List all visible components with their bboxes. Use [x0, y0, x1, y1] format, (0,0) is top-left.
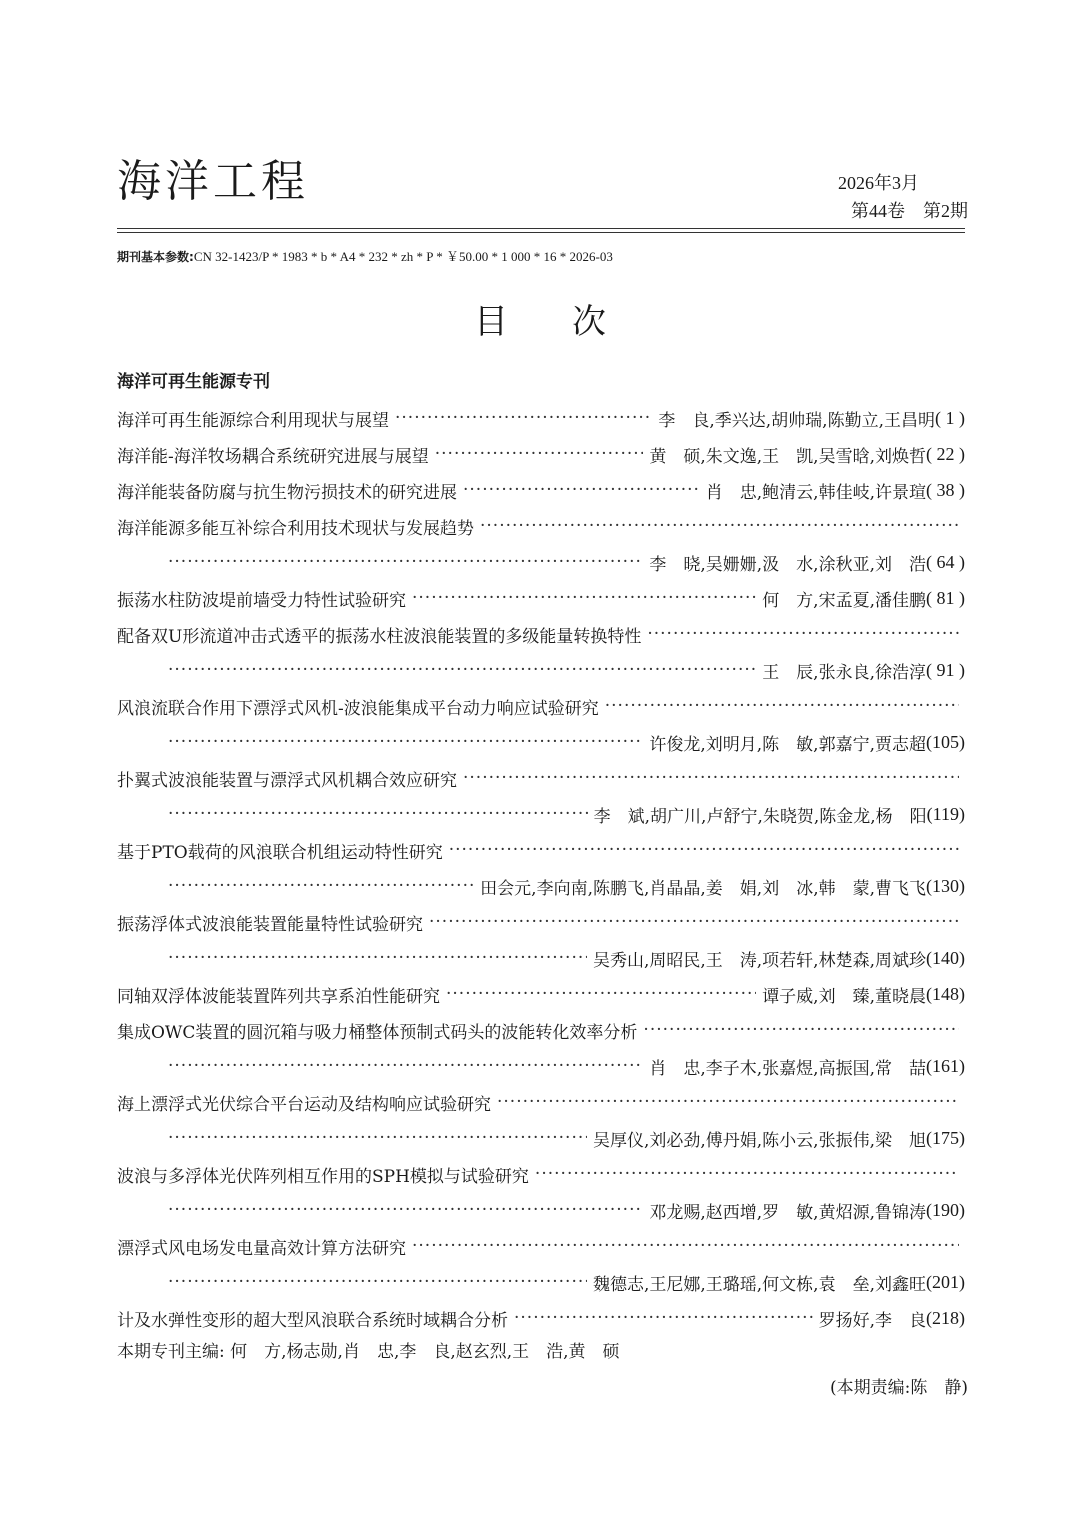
header-rule-bottom — [117, 232, 965, 233]
toc-entry-title-row[interactable] — [117, 616, 965, 652]
article-title: 振荡水柱防波堤前墙受力特性试验研究 — [117, 590, 406, 611]
issue-date: 2026年3月 — [838, 173, 919, 193]
toc-entry-author-row[interactable] — [117, 1048, 965, 1084]
article-title: 波浪与多浮体光伏阵列相互作用的SPH模拟与试验研究 — [117, 1166, 529, 1187]
leader-dots — [643, 1020, 959, 1040]
article-title: 振荡浮体式波浪能装置能量特性试验研究 — [117, 914, 423, 935]
article-title: 海洋能装备防腐与抗生物污损技术的研究进展 — [117, 482, 457, 503]
toc-entry-author-row[interactable] — [117, 1192, 965, 1228]
leader-dots — [168, 1128, 587, 1148]
article-page: ( 64 ) — [926, 551, 965, 572]
table-of-contents — [117, 400, 965, 1336]
parameters-label: 期刊基本参数: — [117, 250, 194, 264]
toc-entry-title-row[interactable] — [117, 1156, 965, 1192]
toc-entry[interactable] — [117, 436, 965, 472]
leader-dots — [168, 948, 587, 968]
toc-entry[interactable] — [117, 1300, 965, 1336]
toc-entry-title-row[interactable] — [117, 1084, 965, 1120]
article-title: 海洋可再生能源综合利用现状与展望 — [117, 410, 389, 431]
toc-entry[interactable] — [117, 472, 965, 508]
toc-entry-title-row[interactable] — [117, 688, 965, 724]
article-title: 扑翼式波浪能装置与漂浮式风机耦合效应研究 — [117, 770, 457, 791]
article-authors: 邓龙赐,赵西增,罗 敏,黄炤源,鲁锦涛 — [649, 1202, 926, 1223]
leader-dots — [463, 768, 959, 788]
leader-dots — [168, 1056, 643, 1076]
leader-dots — [463, 480, 700, 500]
leader-dots — [168, 876, 474, 896]
toc-entry-author-row[interactable] — [117, 724, 965, 760]
leader-dots — [395, 408, 652, 428]
leader-dots — [168, 552, 643, 572]
leader-dots — [168, 1200, 643, 1220]
article-title: 海上漂浮式光伏综合平台运动及结构响应试验研究 — [117, 1094, 491, 1115]
header-rule-top — [117, 228, 965, 229]
article-authors: 吴厚仪,刘必劲,傅丹娟,陈小云,张振伟,梁 旭 — [592, 1130, 926, 1151]
article-page: ( 1 ) — [935, 407, 965, 428]
leader-dots — [412, 1236, 959, 1256]
leader-dots — [168, 732, 643, 752]
leader-dots — [429, 912, 959, 932]
toc-entry[interactable] — [117, 400, 965, 436]
leader-dots — [435, 444, 644, 464]
article-authors: 魏德志,王尼娜,王璐瑶,何文栋,袁 垒,刘鑫旺 — [592, 1274, 926, 1295]
article-title: 风浪流联合作用下漂浮式风机-波浪能集成平台动力响应试验研究 — [117, 698, 599, 719]
article-page: (119) — [926, 803, 965, 824]
article-page: ( 81 ) — [926, 587, 965, 608]
article-page: (190) — [926, 1199, 965, 1220]
leader-dots — [497, 1092, 959, 1112]
leader-dots — [535, 1164, 959, 1184]
article-authors: 肖 忠,鲍清云,韩佳岐,许景瑄 — [705, 482, 926, 503]
leader-dots — [168, 804, 588, 824]
article-authors: 田会元,李向南,陈鹏飞,肖晶晶,姜 娟,刘 冰,韩 蒙,曹飞飞 — [480, 878, 926, 899]
leader-dots — [446, 984, 756, 1004]
article-authors: 肖 忠,李子木,张嘉煜,高振国,常 喆 — [649, 1058, 926, 1079]
toc-entry-author-row[interactable] — [117, 796, 965, 832]
toc-entry-title-row[interactable] — [117, 760, 965, 796]
article-authors: 谭子威,刘 臻,董晓晨 — [762, 986, 926, 1007]
article-page: (161) — [926, 1055, 965, 1076]
article-title: 海洋能-海洋牧场耦合系统研究进展与展望 — [117, 446, 429, 467]
article-page: ( 22 ) — [926, 443, 965, 464]
leader-dots — [480, 516, 959, 536]
leader-dots — [647, 624, 959, 644]
leader-dots — [605, 696, 959, 716]
toc-entry-title-row[interactable] — [117, 1228, 965, 1264]
article-authors: 李 晓,吴姗姗,汲 水,涂秋亚,刘 浩 — [649, 554, 926, 575]
journal-parameters — [117, 248, 977, 266]
article-page: ( 91 ) — [926, 659, 965, 680]
toc-entry-title-row[interactable] — [117, 1012, 965, 1048]
leader-dots — [449, 840, 959, 860]
article-authors: 罗扬好,李 良 — [818, 1310, 926, 1331]
article-authors: 吴秀山,周昭民,王 涛,项若轩,林楚森,周斌珍 — [592, 950, 926, 971]
toc-entry-author-row[interactable] — [117, 868, 965, 904]
special-issue-editors: 本期专刊主编: 何 方,杨志勋,肖 忠,李 良,赵玄烈,王 浩,黄 硕 — [117, 1342, 620, 1362]
leader-dots — [514, 1308, 813, 1328]
article-authors: 李 良,季兴达,胡帅瑞,陈勤立,王昌明 — [658, 410, 935, 431]
article-title: 集成OWC装置的圆沉箱与吸力桶整体预制式码头的波能转化效率分析 — [117, 1022, 638, 1043]
executive-editor: (本期责编:陈 静) — [830, 1378, 968, 1398]
toc-entry-author-row[interactable] — [117, 1120, 965, 1156]
article-title: 漂浮式风电场发电量高效计算方法研究 — [117, 1238, 406, 1259]
article-page: (140) — [926, 947, 965, 968]
article-title: 同轴双浮体波能装置阵列共享系泊性能研究 — [117, 986, 440, 1007]
article-page: (175) — [926, 1127, 965, 1148]
toc-entry[interactable] — [117, 580, 965, 616]
article-page: (105) — [926, 731, 965, 752]
article-authors: 王 辰,张永良,徐浩淳 — [762, 662, 926, 683]
article-title: 基于PTO载荷的风浪联合机组运动特性研究 — [117, 842, 443, 863]
toc-entry-title-row[interactable] — [117, 904, 965, 940]
toc-entry-author-row[interactable] — [117, 652, 965, 688]
toc-entry[interactable] — [117, 976, 965, 1012]
article-page: (130) — [926, 875, 965, 896]
article-page: ( 38 ) — [926, 479, 965, 500]
article-title: 计及水弹性变形的超大型风浪联合系统时域耦合分析 — [117, 1310, 508, 1331]
leader-dots — [168, 660, 756, 680]
leader-dots — [412, 588, 756, 608]
parameters-value: CN 32-1423/P * 1983 * b * A4 * 232 * zh * P * ￥50.00 * 1 000 * 16 * 2026-03 — [193, 249, 613, 264]
article-authors: 李 斌,胡广川,卢舒宁,朱晓贺,陈金龙,杨 阳 — [593, 806, 927, 827]
article-page: (201) — [926, 1271, 965, 1292]
article-authors: 何 方,宋孟夏,潘佳鹏 — [762, 590, 926, 611]
article-title: 海洋能源多能互补综合利用技术现状与发展趋势 — [117, 518, 474, 539]
toc-entry-author-row[interactable] — [117, 544, 965, 580]
toc-entry-title-row[interactable] — [117, 832, 965, 868]
leader-dots — [168, 1272, 587, 1292]
volume-issue: 第44卷 第2期 — [851, 201, 968, 221]
toc-entry-author-row[interactable] — [117, 1264, 965, 1300]
article-title: 配备双U形流道冲击式透平的振荡水柱波浪能装置的多级能量转换特性 — [117, 626, 642, 647]
article-page: (218) — [926, 1307, 965, 1328]
article-authors: 黄 硕,朱文逸,王 凯,吴雪晗,刘焕哲 — [649, 446, 926, 467]
toc-heading: 目次 — [474, 302, 670, 342]
article-authors: 许俊龙,刘明月,陈 敏,郭嘉宁,贾志超 — [649, 734, 926, 755]
journal-title: 海洋工程 — [117, 156, 309, 207]
toc-entry-title-row[interactable] — [117, 508, 965, 544]
section-title: 海洋可再生能源专刊 — [117, 372, 270, 392]
toc-entry-author-row[interactable] — [117, 940, 965, 976]
article-page: (148) — [926, 983, 965, 1004]
